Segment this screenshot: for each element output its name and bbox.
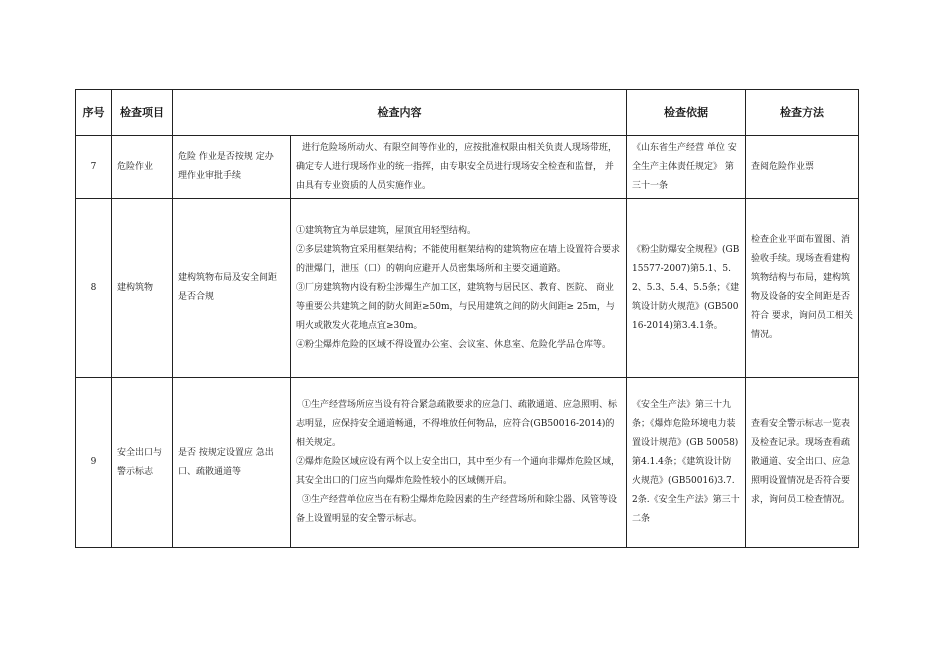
content-paragraph: ①建筑物宜为单层建筑，屋顶宜用轻型结构。	[296, 225, 477, 236]
row-sub: 危险 作业是否按规 定办 理作业审批手续	[173, 136, 291, 199]
row-sub: 是否 按规定设置应 急出 口、疏散通道等	[173, 378, 291, 548]
header-method: 检查方法	[746, 90, 859, 136]
row-content	[291, 199, 627, 378]
header-content: 检查内容	[173, 90, 627, 136]
row-seq: 7	[76, 136, 112, 199]
row-method: 检查企业平面布置图、消验收手续。现场查看建构筑物结构与布局，建构筑物及设备的安全间距是否符合 要求，询问员工相关情况。	[746, 199, 859, 378]
content-paragraph: ②多层建筑物宜采用框架结构；不能使用框架结构的建筑物应在墙上设置符合要求的泄爆门，泄压（口）的朝向应避开人员密集场所和主要交通道路。	[296, 244, 621, 274]
table-row	[76, 199, 859, 378]
header-row	[76, 90, 859, 136]
row-method: 查看安全警示标志一览表及检查记录。现场查看疏散通道、安全出口、应急照明设置情况是否符合要求，询问员工检查情况。	[746, 378, 859, 548]
row-content	[291, 378, 627, 548]
content-paragraph: ④粉尘爆炸危险的区域不得设置办公室、会议室、休息室、危险化学品仓库等。	[296, 339, 612, 350]
row-item: 安全出口与警示标志	[112, 378, 173, 548]
row-item: 建构筑物	[112, 199, 173, 378]
content-paragraph: ③生产经营单位应当在有粉尘爆炸危险因素的生产经营场所和除尘器、风管等设备上设置明显的安全警示标志。	[296, 495, 618, 524]
content-paragraph: 进行危险场所动火、有限空间等作业的，应按批准权限由相关负责人现场带班，确定专人进行现场作业的统一指挥，由专职安全员进行现场安全检查和监督， 并由具有专业资质的人员实施作业。	[296, 142, 618, 191]
content-paragraph: ②爆炸危险区域应设有两个以上安全出口，其中至少有一个通向非爆炸危险区域，其安全出口的门应当向爆炸危险性较小的区域侧开启。	[296, 457, 621, 486]
header-seq: 序号	[76, 90, 112, 136]
header-item: 检查项目	[112, 90, 173, 136]
row-sub: 建构筑物布局及安全间距是否合规	[173, 199, 291, 378]
row-item: 危险作业	[112, 136, 173, 199]
content-paragraph: ①生产经营场所应当设有符合紧急疏散要求的应急门、疏散通道、应急照明、标志明显，应保持安全通道畅通，不得堆放任何物品，应符合(GB50016-2014)的相关规定。	[296, 400, 618, 448]
row-seq: 9	[76, 378, 112, 548]
row-basis: 《山东省生产经营 单位 安全生产主体责任规定》 第三十一条	[627, 136, 746, 199]
row-method: 查阅危险作业票	[746, 136, 859, 199]
header-basis: 检查依据	[627, 90, 746, 136]
row-content	[291, 136, 627, 199]
row-basis: 《安全生产法》第三十九条；《爆炸危险环境电力装置设计规范》(GB 50058)第4.1.4条；《建筑设计防火规范》(GB50016)3.7.2条.《安全生产法》第三十二条	[627, 378, 746, 548]
content-paragraph: ③厂房建筑物内设有粉尘涉爆生产加工区，建筑物与居民区、教育、医院、 商业等重要公共建筑之间的防火间距≥50m，与民用建筑之间的防火间距≥ 25m，与明火或散发火花地点宜≥30m。	[296, 282, 615, 331]
row-basis: 《粉尘防爆安全规程》(GB15577-2007)第5.1、5.2、5.3、5.4、5.5条；《建筑设计防火规范》(GB50016-2014)第3.4.1条。	[627, 199, 746, 378]
table-row	[76, 136, 859, 199]
row-seq: 8	[76, 199, 112, 378]
table-row	[76, 378, 859, 548]
inspection-table	[75, 89, 859, 548]
